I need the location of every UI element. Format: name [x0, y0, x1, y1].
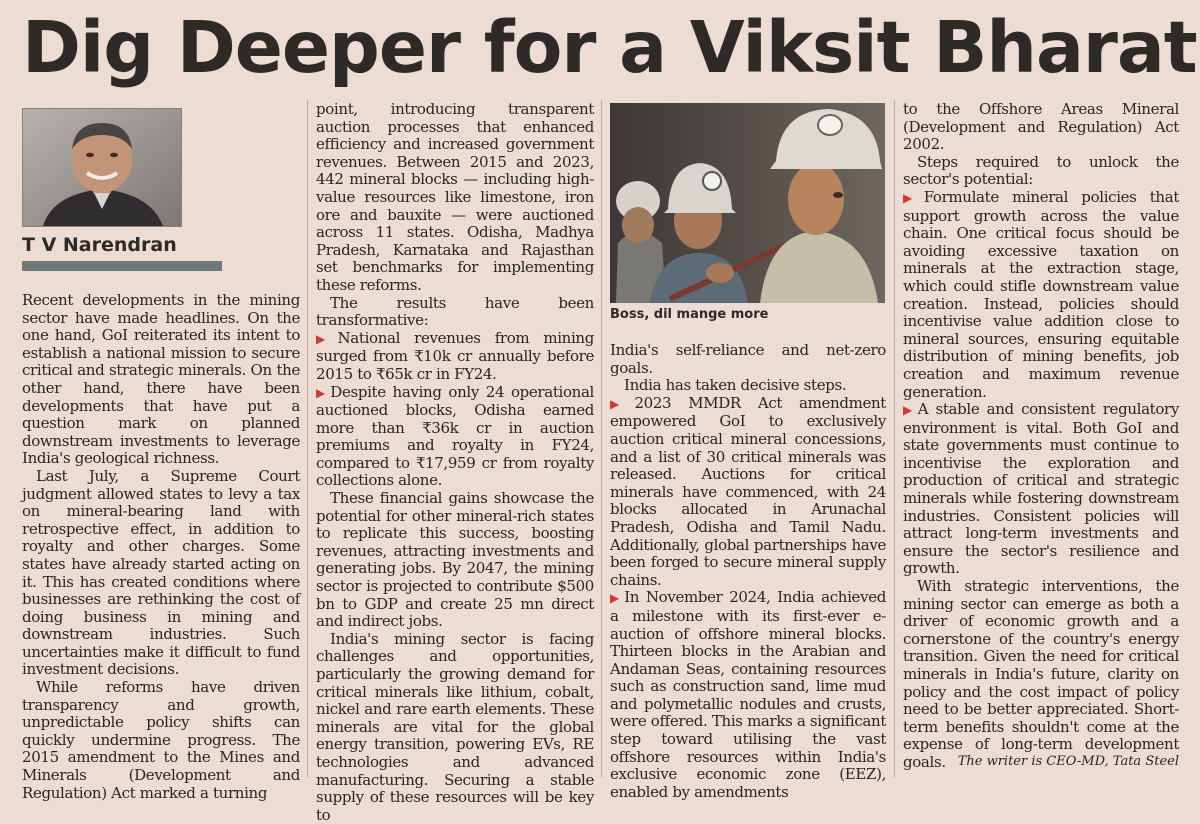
- paragraph: point, introducing transparent auction processes that enhanced efficiency and increased government revenues. Between 2015 and 2023, 442 mineral blocks — including high-value resources like limestone, iron ore and bauxite — were auctioned across 11 states. Odisha, Madhya Pradesh, Karnataka and Rajasthan set benchmarks for implementing these reforms.: [316, 100, 594, 294]
- article-column-3: [610, 341, 886, 801]
- paragraph: The results have been transformative:: [316, 293, 594, 330]
- byline: T V Narendran: [22, 234, 177, 256]
- bullet-arrow-icon: ▶: [903, 403, 915, 418]
- byline-underline: [22, 261, 222, 271]
- miners-image: [610, 103, 885, 303]
- photo-caption: Boss, dil mange more: [610, 307, 769, 322]
- bullet-arrow-icon: ▶: [610, 591, 622, 606]
- headline: Dig Deeper for a Viksit Bharat: [22, 6, 1197, 89]
- paragraph: Steps required to unlock the sector's potential:: [903, 152, 1179, 189]
- paragraph: India's mining sector is facing challenges and opportunities, particularly the growing demand for critical minerals like lithium, cobalt, nickel and rare earth elements. These minerals are vital for the global energy transition, powering EVs, RE technologies and advanced manufacturing. Securing a stable supply of these resources will be key to: [316, 629, 594, 824]
- paragraph: While reforms have driven transparency and growth, unpredictable policy shifts can quickly undermine progress. The 2015 amendment to the Mines and Minerals (Development and Regulation) Act marked a turning: [22, 678, 300, 802]
- writer-credit: The writer is CEO-MD, Tata Steel: [957, 754, 1179, 769]
- bullet-arrow-icon: ▶: [903, 190, 921, 205]
- bullet-arrow-icon: ▶: [316, 331, 335, 346]
- bullet-arrow-icon: ▶: [316, 385, 328, 400]
- miners-photo: [610, 103, 885, 303]
- author-photo: [22, 108, 182, 227]
- column-divider: [601, 100, 602, 778]
- bullet-text: Formulate mineral policies that support growth across the value chain. One critical focus should be avoiding excessive taxation on minerals at the extraction stage, which could stifle downstream value creation. Instead, policies should incentivise value addition close to mineral sources, ensuring equitable distribution of mining benefits, job creation and maximum revenue generation.: [903, 187, 1179, 401]
- bullet-text: A stable and consistent regulatory environment is vital. Both GoI and state governments must continue to incentivise the exploration and production of critical and strategic minerals while fostering downstream industries. Consistent policies will attract long-term investments and ensure the sector's resilience and growth.: [903, 400, 1179, 578]
- author-portrait-image: [23, 109, 181, 226]
- bullet-text: 2023 MMDR Act amendment empowered GoI to exclusively auction critical mineral concessions, and a list of 30 critical minerals was released. Auctions for critical minerals have commenced, with 24 blocks allocated in Arunachal Pradesh, Odisha and Tamil Nadu. Additionally, global partnerships have been forged to secure mineral supply chains.: [610, 393, 886, 589]
- bullet-text: National revenues from mining surged from ₹10k cr annually before 2015 to ₹65k cr in FY24.: [316, 328, 594, 383]
- article-column-2: [316, 100, 594, 824]
- column-divider: [307, 100, 308, 778]
- paragraph: These financial gains showcase the potential for other mineral-rich states to replicate this success, boosting revenues, attracting investments and generating jobs. By 2047, the mining sector is projected to contribute $500 bn to GDP and create 25 mn direct and indirect jobs.: [316, 489, 594, 631]
- bullet-arrow-icon: ▶: [610, 396, 632, 411]
- paragraph: Recent developments in the mining sector have made headlines. On the one hand, GoI reiterated its intent to establish a national mission to secure critical and strategic minerals. On the other hand, there have been developments that have put a question mark on planned downstream investments to leverage India's geological richness.: [22, 291, 300, 468]
- paragraph: to the Offshore Areas Mineral (Development and Regulation) Act 2002.: [903, 100, 1179, 154]
- article-column-1: [22, 291, 300, 802]
- paragraph: India's self-reliance and net-zero goals.: [610, 341, 886, 377]
- bullet-text: Despite having only 24 operational auctioned blocks, Odisha earned more than ₹36k cr in auction premiums and royalty in FY24, compared to ₹17,959 cr from royalty collections alone.: [316, 382, 594, 490]
- paragraph: With strategic interventions, the mining sector can emerge as both a driver of economic growth and a cornerstone of the country's energy transition. Given the need for critical minerals in India's future, clarity on policy and the cost impact of policy need to be better appreciated. Short-term benefits shouldn't come at the expense of long-term development goals.: [903, 577, 1179, 771]
- paragraph: Last July, a Supreme Court judgment allowed states to levy a tax on mineral-bearing land with retrospective effect, in addition to royalty and other charges. Some states have already started acting on it. This has created conditions where businesses are rethinking the cost of doing business in mining and downstream industries. Such uncertainties make it difficult to fund investment decisions.: [22, 466, 300, 679]
- column-divider: [894, 100, 895, 778]
- bullet-text: In November 2024, India achieved a milestone with its first-ever e-auction of offshore mineral blocks. Thirteen blocks in the Arabian and Andaman Seas, containing resources such as construction sand, lime mud and polymetallic nodules and crusts, were offered. This marks a significant step toward utilising the vast offshore resources within India's exclusive economic zone (EEZ), enabled by amendments: [610, 588, 886, 801]
- paragraph: India has taken decisive steps.: [624, 376, 847, 395]
